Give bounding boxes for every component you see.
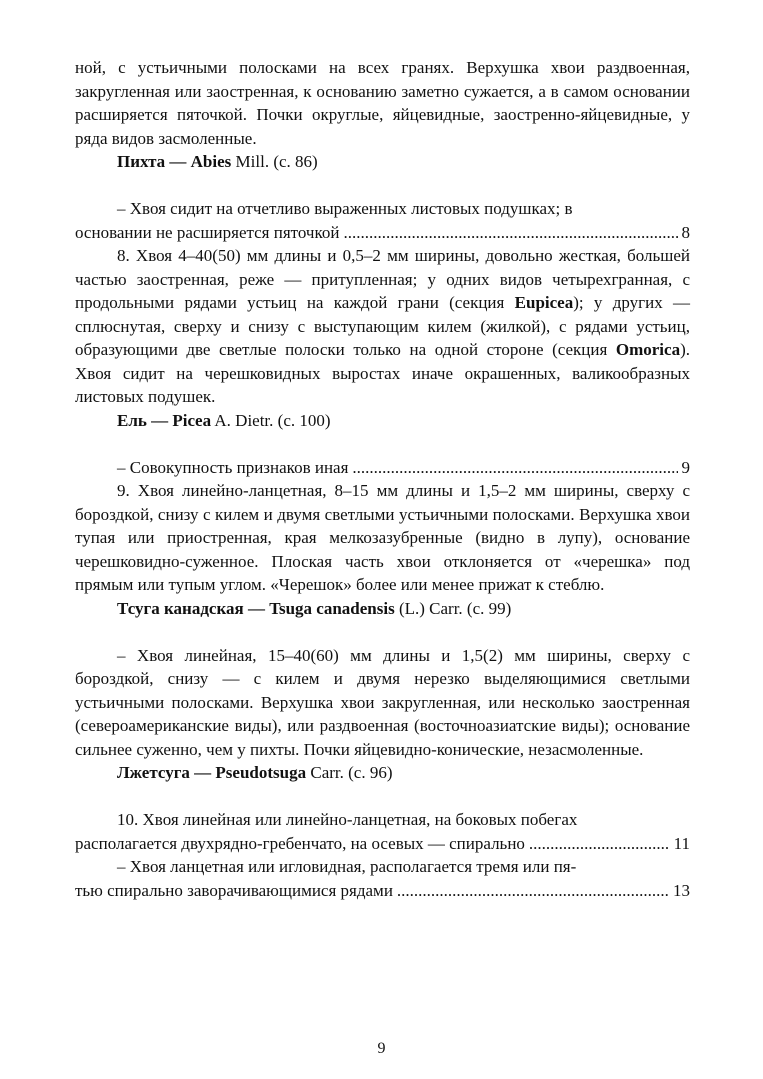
taxon-author: Carr. (с. 96) [310, 763, 393, 782]
key-lead-text: основании не расширяется пяточкой [75, 222, 340, 242]
taxon-abies [75, 150, 690, 174]
taxon-picea [75, 409, 690, 433]
key-lead-9 [75, 456, 690, 480]
taxon-author: Mill. (с. 86) [235, 152, 318, 171]
key-ref: 8 [681, 222, 690, 242]
taxon-author: A. Dietr. (с. 100) [214, 410, 331, 430]
taxon-tsuga [75, 597, 690, 621]
spacer [75, 620, 690, 644]
taxon-name: Тсуга канадская — Tsuga canadensis [117, 598, 395, 618]
page-number: 9 [377, 1040, 386, 1057]
taxon-name: Ель — Picea [117, 410, 212, 430]
dot-leader [343, 221, 677, 245]
dot-leader [397, 879, 669, 903]
dot-leader [352, 456, 677, 480]
key-lead-text: тью спирально заворачивающимися рядами [75, 880, 393, 900]
key-lead-text: – Совокупность признаков иная [117, 457, 349, 477]
spacer [75, 785, 690, 809]
taxon-name: Лжетсуга — Pseudotsuga [117, 763, 307, 782]
key-lead-11 [75, 832, 690, 856]
couplet-8-text-2: ); у других — сплюснутая, сверху и снизу с выступающим килем (жилкой), с рядами устьиц, образующими две светлые полоски только на одной стороне (секция [75, 293, 690, 359]
key-ref: 11 [673, 833, 690, 853]
couplet-8 [75, 244, 690, 409]
spacer [75, 432, 690, 456]
key-alt-intro: – Хвоя сидит на отчетливо выраженных листовых подушках; в [117, 199, 573, 218]
taxon-pseudotsuga [75, 761, 690, 785]
taxon-name: Пихта — Abies [117, 152, 232, 171]
couplet-9-alt: – Хвоя линейная, 15–40(60) мм длины и 1,5(2) мм ширины, сверху с бороздкой, снизу — с килем и двумя нерезко выделяющимися светлыми устьичными полосками. Верхушка хвои закругленная, или несколько заостренная (североамериканские виды), или раздвоенная (восточноазиатские виды); основание сильнее суженно, чем у пихты. Почки яйцевидно-конические, незасмоленные. [75, 645, 690, 759]
key-lead-text: располагается двухрядно-гребенчато, на осевых — спирально [75, 833, 525, 853]
taxon-author: (L.) Carr. (с. 99) [398, 598, 512, 618]
section-omorica: Omorica [615, 340, 681, 359]
couplet-9: 9. Хвоя линейно-ланцетная, 8–15 мм длины и 1,5–2 мм ширины, сверху с бороздкой, снизу с килем и двумя светлыми устьичными полосками. Верхушка хвои тупая или приостренная, края мелкозазубренные (видно в лупу), основание черешковидно-суженное. Плоская часть хвои отклоняется от «черешка» под прямым или тупым углом. «Черешок» более или менее прижат к стеблю. [75, 481, 690, 594]
key-ref: 13 [673, 880, 690, 900]
key-ref: 9 [681, 457, 690, 477]
dot-leader [529, 832, 670, 856]
section-eupicea: Eupicea [514, 293, 574, 312]
key-lead-13 [75, 879, 690, 903]
couplet-8-text-1: 8. Хвоя 4–40(50) мм длины и 0,5–2 мм ширины, довольно жесткая, большей частью заостренная, реже — притупленная; у одних видов четырехгранная, с продольными рядами устьиц на каждой грани (секция [75, 246, 690, 312]
couplet-10-alt-intro: – Хвоя ланцетная или игловидная, располагается тремя или пя- [117, 857, 577, 876]
couplet-8-text-3: ). Хвоя сидит на черешковидных выростах иначе окрашенных, валикообразных листовых подушек. [75, 340, 690, 406]
paragraph-continuation: ной, с устьичными полосками на всех гранях. Верхушка хвои раздвоенная, закругленная или заостренная, к основанию заметно сужается, а в самом основании расширяется пяточкой. Почки округлые, яйцевидные, заостренно-яйцевидные, у ряда видов засмоленные. [75, 58, 690, 148]
key-lead-8 [75, 221, 690, 245]
document-page [75, 56, 690, 902]
couplet-10-intro: 10. Хвоя линейная или линейно-ланцетная, на боковых побегах [117, 810, 578, 829]
spacer [75, 174, 690, 198]
